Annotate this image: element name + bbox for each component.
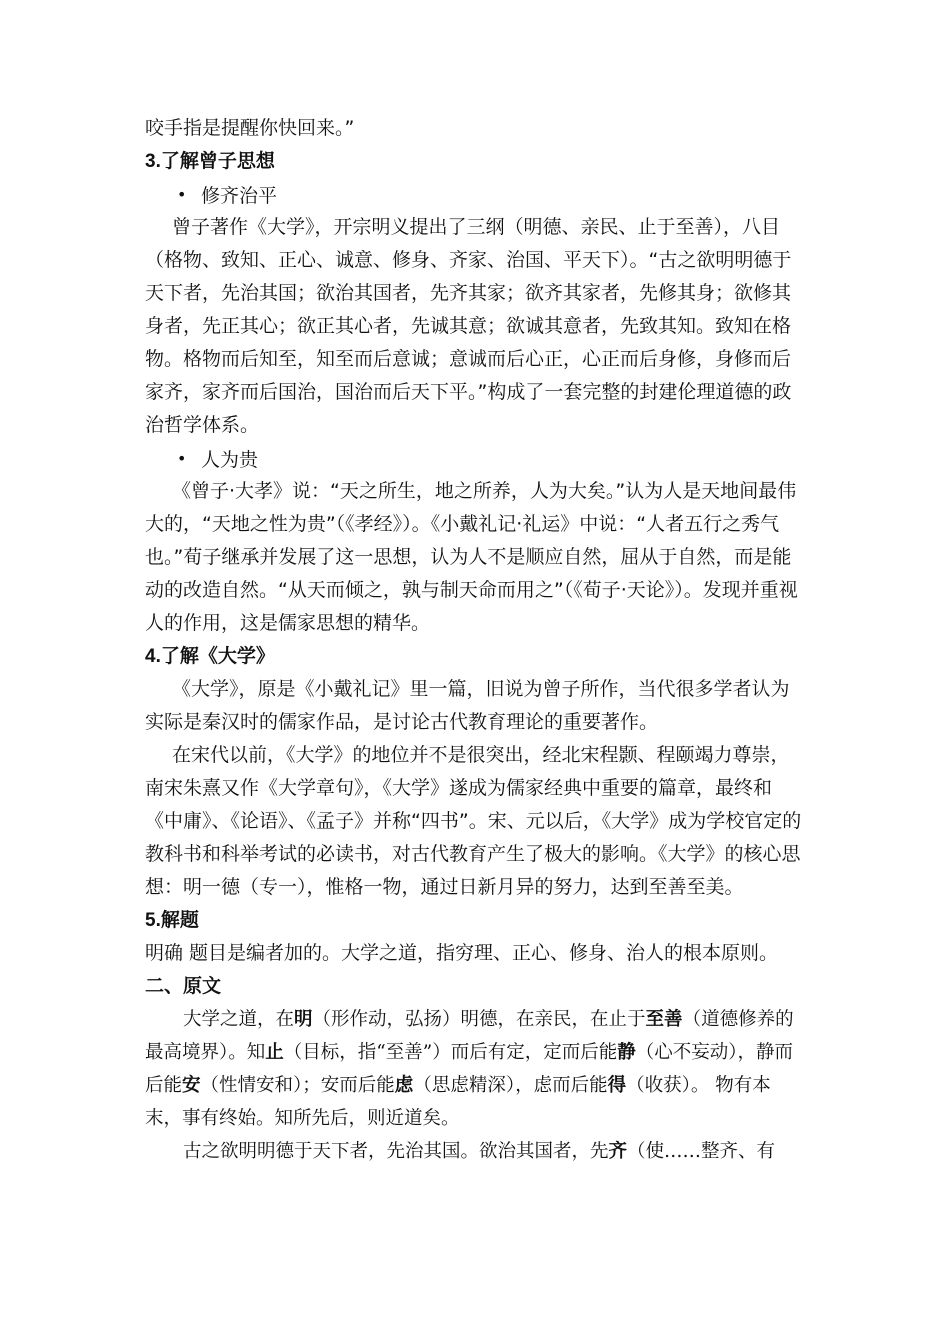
bullet-label: 人为贵 — [201, 449, 259, 471]
section-heading-3: 3.了解曾子思想 — [145, 151, 275, 172]
section-heading-4: 4.了解《大学》 — [145, 646, 275, 667]
bullet-label: 修齐治平 — [201, 185, 278, 207]
paragraph: 《曾子·大孝》说：“天之所生，地之所养，人为大矣。”认为人是天地间最伟大的，“天地之性为贵”（《孝经》）。《小戴礼记·礼运》中说：“人者五行之秀气也。”荀子继承并发展了这一思想，认为人不是顺应自然，屈从于自然，而是能动的改造自然。“从天而倾之，孰与制天命而用之”（《荀子·天论》）。发现并重视人的作用，这是儒家思想的精华。 — [145, 480, 798, 634]
original-text-paragraph: 古之欲明明德于天下者，先治其国。欲治其国者，先齐（使……整齐、有 — [183, 1141, 776, 1162]
bullet-dot-icon: • — [177, 185, 187, 204]
section-heading-original: 二、原文 — [145, 976, 222, 997]
section-heading-5: 5.解题 — [145, 910, 199, 931]
paragraph: 明确 题目是编者加的。大学之道，指穷理、正心、修身、治人的根本原则。 — [145, 942, 779, 964]
original-text-paragraph: 大学之道，在明（形作动，弘扬）明德，在亲民，在止于至善（道德修养的最高境界）。知止（目标，指“至善”）而后有定，定而后能静（心不妄动），静而后能安（性情安和）；安而后能虑（思虑精深），虑而后能得（收获）。 物有本末，事有终始。知所先后，则近道矣。 — [145, 1009, 794, 1129]
bullet-item — [145, 178, 807, 211]
bullet-item — [145, 442, 807, 475]
paragraph: 曾子著作《大学》，开宗明义提出了三纲（明德、亲民、止于至善），八目（格物、致知、正心、诚意、修身、齐家、治国、平天下）。“古之欲明明德于天下者，先治其国；欲治其国者，先齐其家；欲齐其家者，先修其身；欲修其身者，先正其心；欲正其心者，先诚其意；欲诚其意者，先致其知。致知在格物。格物而后知至，知至而后意诚；意诚而后心正，心正而后身修，身修而后家齐，家齐而后国治，国治而后天下平。”构成了一套完整的封建伦理道德的政治哲学体系。 — [145, 216, 792, 436]
bullet-dot-icon: • — [177, 449, 187, 468]
paragraph: 在宋代以前，《大学》的地位并不是很突出，经北宋程颢、程颐竭力尊崇，南宋朱熹又作《大学章句》，《大学》遂成为儒家经典中重要的篇章，最终和《中庸》、《论语》、《孟子》并称“四书”。宋、元以后，《大学》成为学校官定的教科书和科举考试的必读书，对古代教育产生了极大的影响。《大学》的核心思想：明一德（专一），惟格一物，通过日新月异的努力，达到至善至美。 — [145, 744, 802, 898]
paragraph: 《大学》，原是《小戴礼记》里一篇，旧说为曾子所作，当代很多学者认为实际是秦汉时的儒家作品，是讨论古代教育理论的重要著作。 — [145, 678, 790, 733]
continuation-line: 咬手指是提醒你快回来。” — [145, 117, 355, 139]
document-page — [145, 112, 807, 1168]
